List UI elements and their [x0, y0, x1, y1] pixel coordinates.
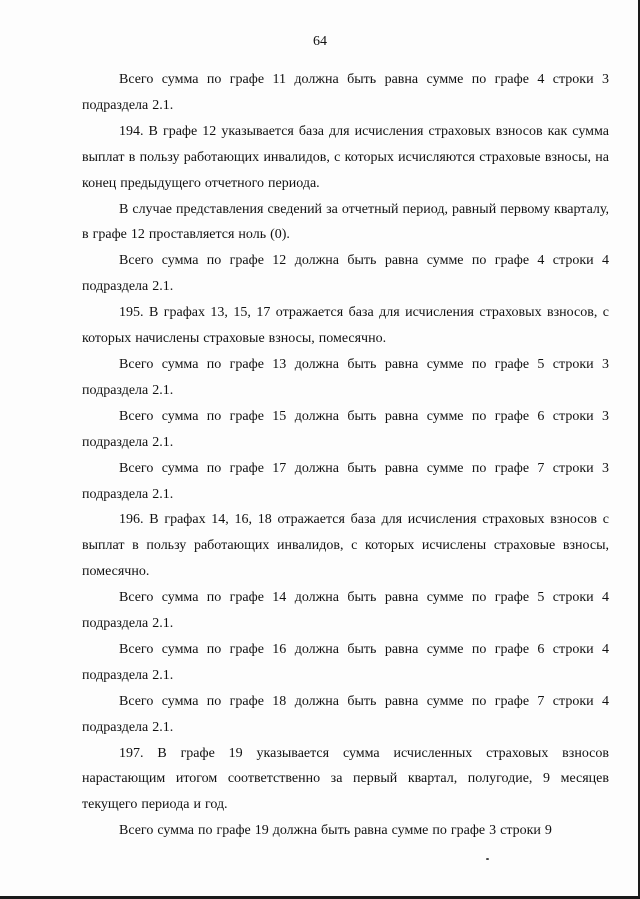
paragraph-graph-18-total: Всего сумма по графе 18 должна быть равна сумме по графе 7 строки 4 подраздела 2.1. — [82, 693, 609, 735]
paragraph-graph-13-total: Всего сумма по графе 13 должна быть равна сумме по графе 5 строки 3 подраздела 2.1. — [82, 356, 609, 398]
text-body — [82, 67, 609, 844]
scan-artifact — [486, 858, 489, 860]
paragraph-item-196: 196. В графах 14, 16, 18 отражается база для исчисления страховых взносов с выплат в пользу работающих инвалидов, с которых исчислены страховые взносы, помесячно. — [82, 512, 609, 580]
paragraph-item-197: 197. В графе 19 указывается сумма исчисленных страховых взносов нарастающим итогом соответственно за первый квартал, полугодие, 9 месяцев текущего периода и год. — [82, 745, 609, 813]
paragraph-graph-14-total: Всего сумма по графе 14 должна быть равна сумме по графе 5 строки 4 подраздела 2.1. — [82, 590, 609, 632]
paragraph-item-195: 195. В графах 13, 15, 17 отражается база для исчисления страховых взносов, с которых начислены страховые взносы, помесячно. — [82, 305, 609, 347]
page-number: 64 — [313, 34, 327, 49]
paragraph-graph-16-total: Всего сумма по графе 16 должна быть равна сумме по графе 6 строки 4 подраздела 2.1. — [82, 641, 609, 683]
paragraph-graph-17-total: Всего сумма по графе 17 должна быть равна сумме по графе 7 строки 3 подраздела 2.1. — [82, 460, 609, 502]
paragraph-item-194: 194. В графе 12 указывается база для исчисления страховых взносов как сумма выплат в пользу работающих инвалидов, с которых исчисляются страховые взносы, на конец предыдущего отчетного периода. — [82, 123, 609, 191]
paragraph-graph-12-total: Всего сумма по графе 12 должна быть равна сумме по графе 4 строки 4 подраздела 2.1. — [82, 253, 609, 295]
paragraph-graph-19-total: Всего сумма по графе 19 должна быть равна сумме по графе 3 строки 9 — [119, 823, 552, 839]
paragraph-first-quarter-zero: В случае представления сведений за отчетный период, равный первому кварталу, в графе 12 проставляется ноль (0). — [82, 201, 609, 243]
paragraph-graph-11-total: Всего сумма по графе 11 должна быть равна сумме по графе 4 строки 3 подраздела 2.1. — [82, 72, 609, 113]
paragraph-graph-15-total: Всего сумма по графе 15 должна быть равна сумме по графе 6 строки 3 подраздела 2.1. — [82, 408, 609, 450]
